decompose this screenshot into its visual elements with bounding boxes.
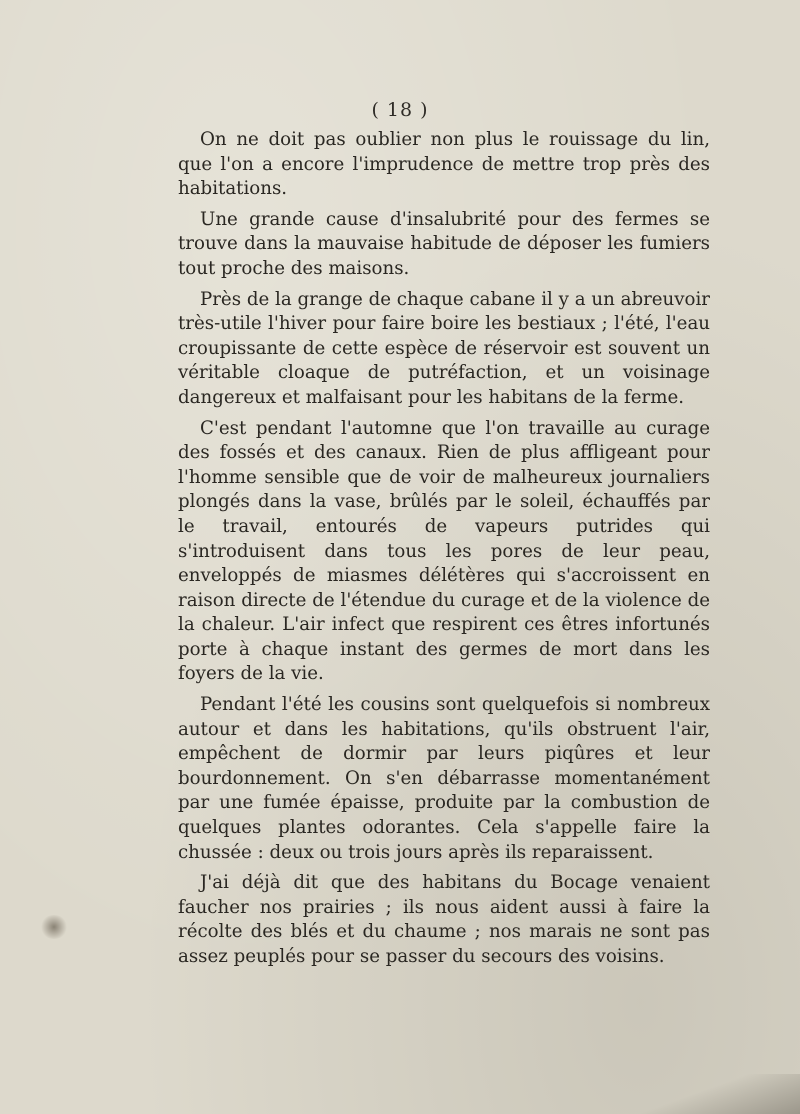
ink-stain [40, 915, 68, 939]
paragraph-curage: C'est pendant l'automne que l'on travaille au curage des fossés et des canaux. Rien de plus affligeant pour l'homme sensible que de voir de malheureux journaliers plongés dans la vase, brûlés par le soleil, échauffés par le travail, entourés de vapeurs putrides qui s'introduisent dans tous les pores de leur peau, enveloppés de miasmes délétères qui s'accroissent en raison directe de l'étendue du curage et de la violence de la chaleur. L'air infect que respirent ces êtres infortunés porte à chaque instant des germes de mort dans les foyers de la vie. [178, 417, 710, 685]
paragraph-fumiers: Une grande cause d'insalubrité pour des fermes se trouve dans la mauvaise habitude de déposer les fumiers tout proche des maisons. [178, 208, 710, 279]
page-number: ( 18 ) [371, 99, 429, 121]
body-text [178, 128, 710, 970]
paragraph-abreuvoir: Près de la grange de chaque cabane il y a un abreuvoir très-utile l'hiver pour faire boire les bestiaux ; l'été, l'eau croupissante de cette espèce de réservoir est souvent un véritable cloaque de putréfaction, et un voisinage dangereux et malfaisant pour les habitans de la ferme. [178, 288, 710, 408]
paragraph-cousins: Pendant l'été les cousins sont quelquefois si nombreux autour et dans les habitations, qu'ils obstruent l'air, empêchent de dormir par leurs piqûres et leur bourdonnement. On s'en débarrasse momentanément par une fumée épaisse, produite par la combustion de quelques plantes odorantes. Cela s'appelle faire la chussée : deux ou trois jours après ils reparaissent. [178, 694, 710, 863]
paragraph-bocage: J'ai déjà dit que des habitans du Bocage venaient faucher nos prairies ; ils nous aident aussi à faire la récolte des blés et du chaume ; nos marais ne sont pas assez peuplés pour se passer du secours des voisins. [178, 872, 710, 967]
page-corner-shadow [640, 1074, 800, 1114]
paragraph-rouissage: On ne doit pas oublier non plus le rouissage du lin, que l'on a encore l'imprudence de mettre trop près des habitations. [178, 129, 710, 200]
